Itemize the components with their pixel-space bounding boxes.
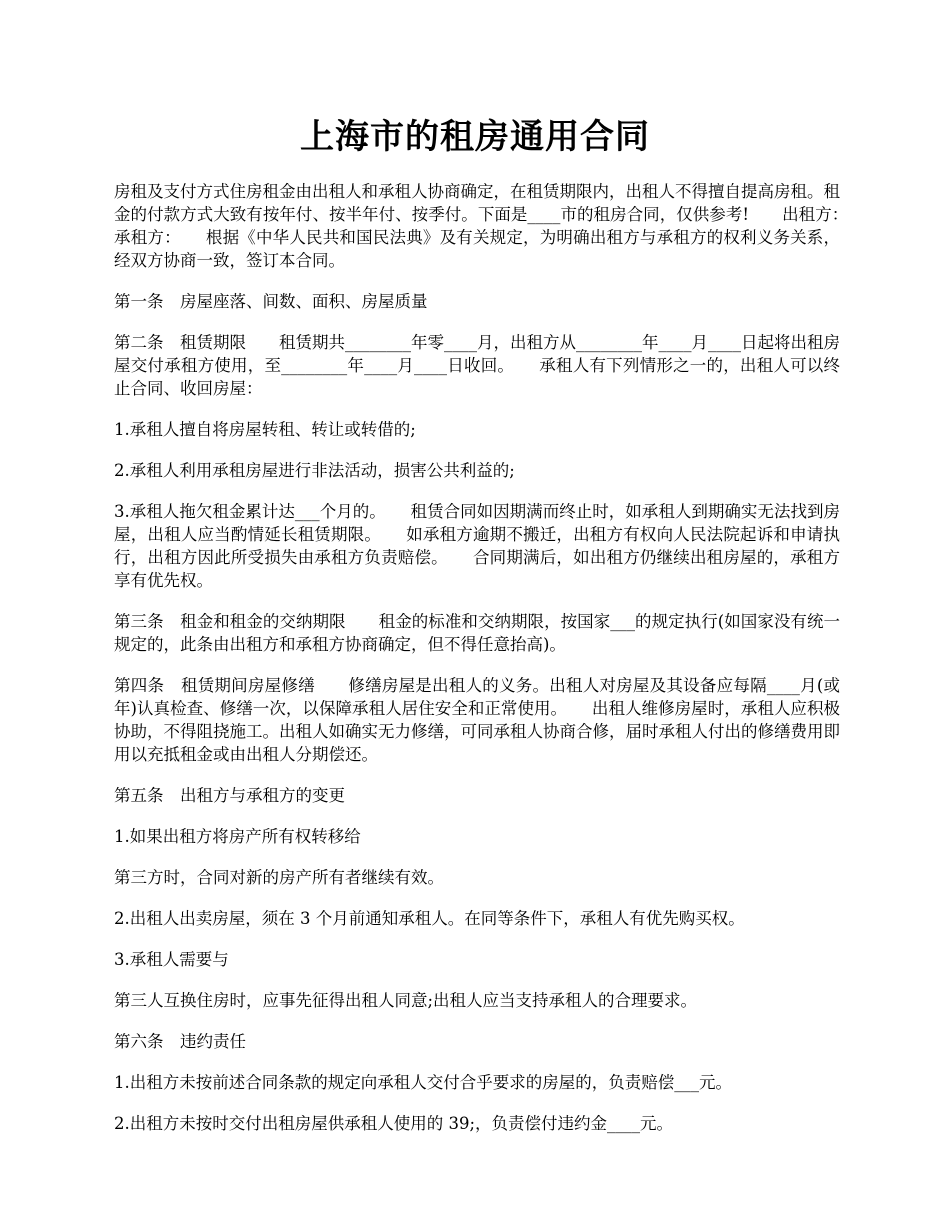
article-4-paragraph: 第四条 租赁期间房屋修缮 修缮房屋是出租人的义务。出租人对房屋及其设备应每隔____月(或年)认真检查、修缮一次，以保障承租人居住安全和正常使用。 出租人维修房屋时，承租人应积极协助，不得阻挠施工。出租人如确实无力修缮，可同承租人协商合修，届时承租人付出的修缮费用即用以充抵租金或由出租人分期偿还。 — [114, 676, 840, 764]
termination-item-1: 1.承租人擅自将房屋转租、转让或转借的; — [114, 420, 416, 439]
article-3-paragraph: 第三条 租金和租金的交纳期限 租金的标准和交纳期限，按国家___的规定执行(如国家没有统一规定的，此条由出租方和承租方协商确定，但不得任意抬高)。 — [114, 612, 840, 654]
termination-item-2: 2.承租人利用承租房屋进行非法活动，损害公共利益的; — [114, 461, 515, 480]
article-5-item-3: 3.承租人需要与 — [114, 950, 229, 969]
article-5-heading: 第五条 出租方与承租方的变更 — [114, 786, 345, 805]
article-6-item-2: 2.出租方未按时交付出租房屋供承租人使用的 39;，负责偿付违约金____元。 — [114, 1114, 674, 1133]
article-5-item-1: 1.如果出租方将房产所有权转移给 — [114, 827, 361, 846]
article-6-item-1: 1.出租方未按前述合同条款的规定向承租人交付合乎要求的房屋的，负责赔偿___元。 — [114, 1073, 732, 1092]
document-title: 上海市的租房通用合同 — [300, 117, 650, 157]
document-body — [114, 180, 873, 1153]
intro-paragraph: 房租及支付方式住房租金由出租人和承租人协商确定，在租赁期限内，出租人不得擅自提高房租。租金的付款方式大致有按年付、按半年付、按季付。下面是____市的租房合同，仅供参考! 出租方： 承租方： 根据《中华人民共和国民法典》及有关规定，为明确出租方与承租方的权利义务关系，经双方协商一致，签订本合同。 — [114, 182, 873, 270]
article-5-item-2: 2.出租人出卖房屋，须在 3 个月前通知承租人。在同等条件下，承租人有优先购买权。 — [114, 909, 745, 928]
article-5-item-1-cont: 第三方时，合同对新的房产所有者继续有效。 — [114, 868, 444, 887]
termination-item-3: 3.承租人拖欠租金累计达___个月的。 租赁合同如因期满而终止时，如承租人到期确实无法找到房屋，出租人应当酌情延长租赁期限。 如承租方逾期不搬迁，出租方有权向人民法院起诉和申请执行，出租方因此所受损失由承租方负责赔偿。 合同期满后，如出租方仍继续出租房屋的，承租方享有优先权。 — [114, 502, 840, 590]
article-2-paragraph: 第二条 租赁期限 租赁期共________年零____月，出租方从________年____月____日起将出租房屋交付承租方使用，至________年____月____日收回。 承租人有下列情形之一的，出租人可以终止合同、收回房屋： — [114, 333, 840, 398]
article-1-heading: 第一条 房屋座落、间数、面积、房屋质量 — [114, 292, 428, 311]
article-5-item-3-cont: 第三人互换住房时，应事先征得出租人同意;出租人应当支持承租人的合理要求。 — [114, 991, 698, 1010]
article-6-heading: 第六条 违约责任 — [114, 1032, 246, 1051]
